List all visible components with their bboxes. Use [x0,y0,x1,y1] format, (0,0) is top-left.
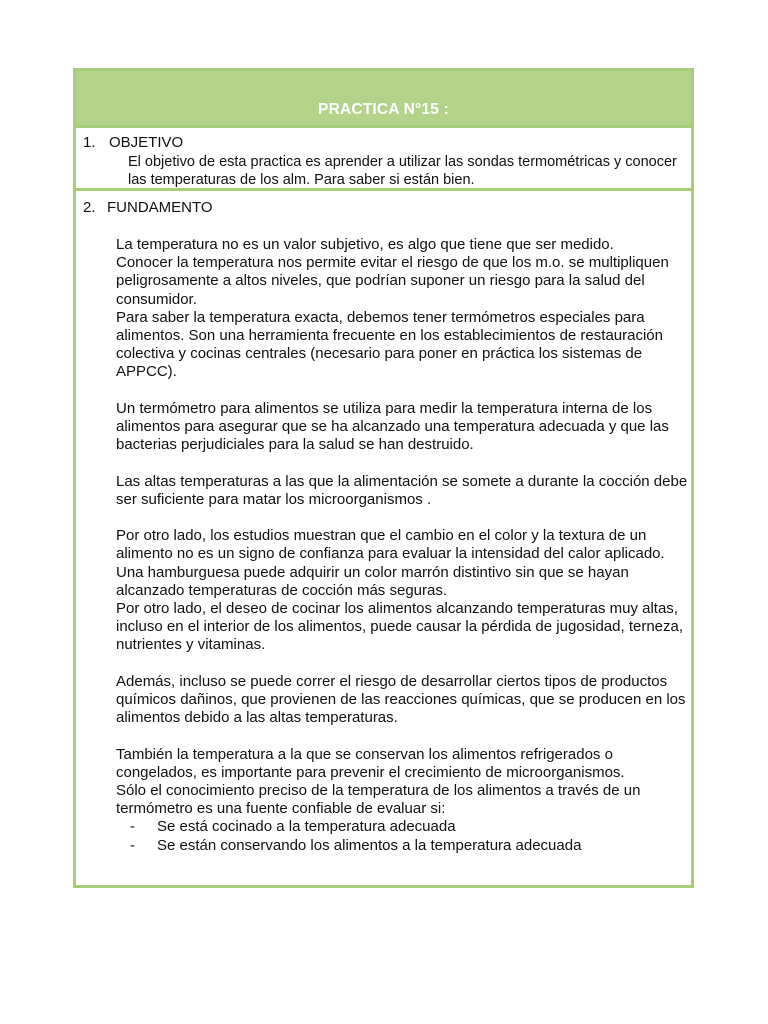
paragraph: La temperatura no es un valor subjetivo, es algo que tiene que ser medido. [116,236,614,253]
paragraph: Por otro lado, los estudios muestran que el cambio en el color y la textura de un alimento no es un signo de confianza para evaluar la intensidad del calor aplicado. [116,527,665,563]
page-title: PRACTICA N°15 : [318,101,449,118]
objetivo-text: El objetivo de esta practica es aprender a utilizar las sondas termométricas y conocer las temperaturas de los alm. Para saber si están bien. [128,154,677,188]
objetivo-heading [83,134,183,152]
bullet-dash: - [130,836,135,854]
paragraph: Un termómetro para alimentos se utiliza para medir la temperatura interna de los alimentos para asegurar que se ha alcanzado una temperatura adecuada y que las bacterias perjudiciales para la salud se han destruido. [116,399,669,454]
fundamento-heading-text: FUNDAMENTO [107,199,213,216]
list-item-text: Se está cocinado a la temperatura adecuada [157,818,456,836]
list-item-text: Se están conservando los alimentos a la temperatura adecuada [157,836,582,854]
paragraph: Para saber la temperatura exacta, debemos tener termómetros especiales para alimentos. Son una herramienta frecuente en los establecimientos de restauración colectiva y cocinas centrales (necesario para poner en práctica los sistemas de APPCC). [116,308,663,381]
paragraph: Además, incluso se puede correr el riesgo de desarrollar ciertos tipos de productos químicos dañinos, que provienen de las reacciones químicas, que se producen en los alimentos debido a las altas temperaturas. [116,672,686,727]
objetivo-heading-text: OBJETIVO [109,134,184,151]
section-objetivo [76,128,691,191]
practice-document [73,68,694,888]
paragraph: Por otro lado, el deseo de cocinar los alimentos alcanzando temperaturas muy altas, incluso en el interior de los alimentos, puede causar la pérdida de jugosidad, terneza, nutrientes y vitaminas. [116,600,684,654]
title-bar [76,71,691,128]
section-fundamento [76,191,691,885]
paragraph: También la temperatura a la que se conservan los alimentos refrigerados o congelados, es importante para prevenir el crecimiento de microorganismos. [116,745,625,781]
paragraph: Conocer la temperatura nos permite evitar el riesgo de que los m.o. se multipliquen peligrosamente a altos niveles, que podrían suponer un riesgo para la salud del consumidor. [116,254,669,308]
list-item [116,837,690,855]
objetivo-number: 1. [83,134,96,151]
bullet-list [116,818,690,854]
paragraph: Las altas temperaturas a las que la alimentación se somete a durante la cocción debe ser suficiente para matar los microorganismos . [116,472,688,508]
list-item [116,818,690,836]
fundamento-number: 2. [83,199,96,216]
fundamento-body [116,236,690,855]
paragraph: Una hamburguesa puede adquirir un color marrón distintivo sin que se hayan alcanzado temperaturas de cocción más seguras. [116,563,629,599]
paragraph: Sólo el conocimiento preciso de la temperatura de los alimentos a través de un termómetro es una fuente confiable de evaluar si: [116,782,641,818]
bullet-dash: - [130,818,135,836]
fundamento-heading [83,199,213,217]
